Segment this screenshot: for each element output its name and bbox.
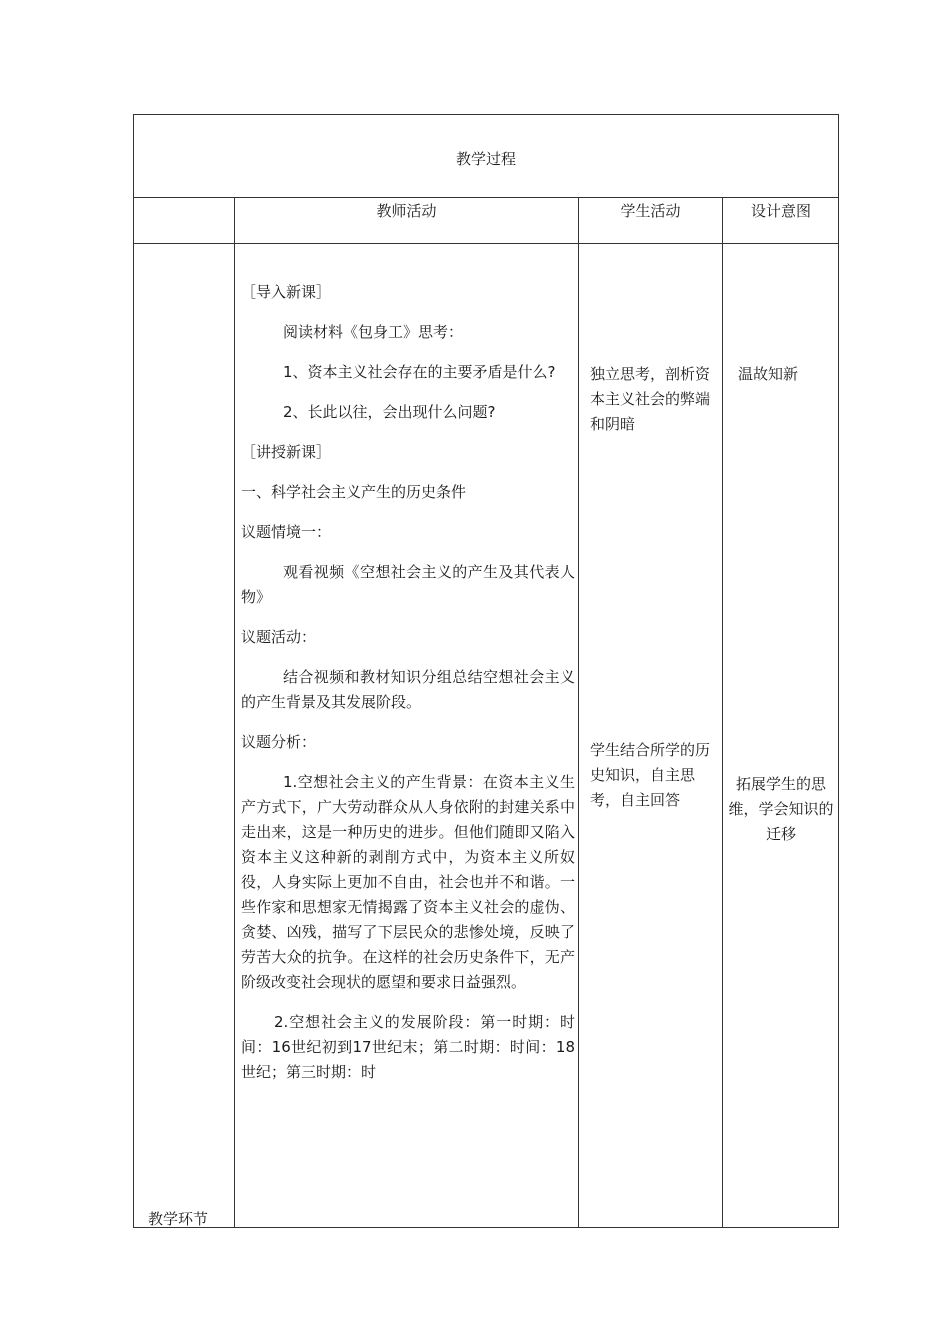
table-title: 教学过程 xyxy=(455,150,516,168)
student-activity-1: 独立思考，剖析资本主义社会的弊端和阴暗 xyxy=(590,365,711,433)
analysis-point-2: 2.空想社会主义的发展阶段：第一时期：时间：16世纪初到17世纪末；第二时期：时间：18世纪；第三时期：时 xyxy=(241,1013,575,1081)
col-divider-student xyxy=(722,197,723,1228)
activity-text: 结合视频和教材知识分组总结空想社会主义的产生背景及其发展阶段。 xyxy=(241,668,575,711)
activity-label: 议题活动： xyxy=(241,628,317,646)
question-1: 1、资本主义社会存在的主要矛盾是什么? xyxy=(283,363,556,381)
analysis-point-1: 1.空想社会主义的产生背景：在资本主义生产方式下，广大劳动群众从人身依附的封建关系中走出来，这是一种历史的进步。但他们随即又陷入资本主义这种新的剥削方式中，为资本主义所奴役，人身实际上更加不自由，社会也并不和谐。一些作家和思想家无情揭露了资本主义社会的虚伪、贪婪、凶残，描写了下层民众的悲惨处境，反映了劳苦大众的抗争。在这样的社会历史条件下，无产阶级改变社会现状的愿望和要求日益强烈。 xyxy=(241,773,575,991)
design-intent-2: 拓展学生的思维，学会知识的迁移 xyxy=(728,775,834,843)
design-intent-1: 温故知新 xyxy=(738,365,799,383)
stage-label: 教学环节 xyxy=(148,1210,209,1228)
header-teacher-activity: 教师活动 xyxy=(376,202,437,220)
row-divider-header xyxy=(133,243,839,244)
watch-video: 观看视频《空想社会主义的产生及其代表人物》 xyxy=(241,563,575,606)
student-activity-2: 学生结合所学的历史知识，自主思考，自主回答 xyxy=(590,741,711,809)
header-student-activity: 学生活动 xyxy=(620,202,681,220)
intro-heading: ［导入新课］ xyxy=(241,283,332,301)
col-divider-teacher xyxy=(578,197,579,1228)
question-2: 2、长此以往，会出现什么问题? xyxy=(283,403,496,421)
scenario-label: 议题情境一： xyxy=(241,523,332,541)
lecture-heading: ［讲授新课］ xyxy=(241,443,332,461)
header-design-intent: 设计意图 xyxy=(750,202,811,220)
section-heading-1: 一、科学社会主义产生的历史条件 xyxy=(241,483,467,501)
analysis-label: 议题分析： xyxy=(241,733,317,751)
teacher-activity-content xyxy=(241,280,575,1085)
read-material: 阅读材料《包身工》思考： xyxy=(283,323,464,341)
col-divider-stage xyxy=(234,197,235,1228)
